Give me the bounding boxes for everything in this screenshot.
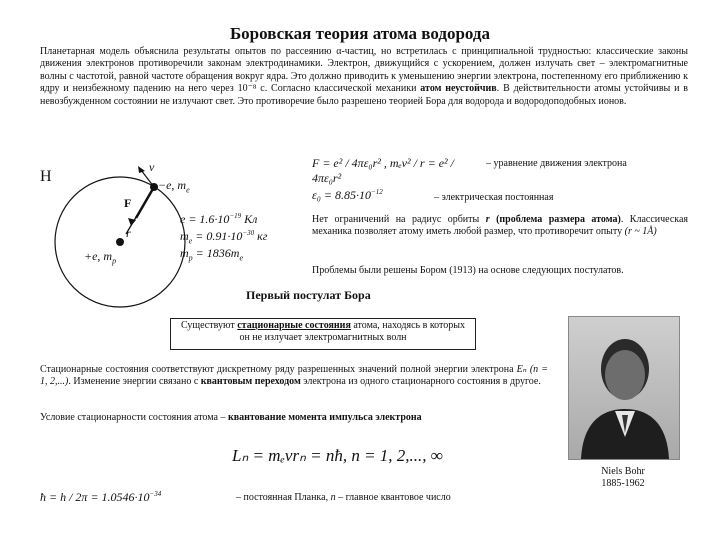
planck-note: – постоянная Планка, n – главное квантовое число <box>236 492 451 503</box>
force-arrow <box>136 187 154 218</box>
page-title: Боровская теория атома водорода <box>229 24 491 43</box>
portrait-years: 1885-1962 <box>601 478 645 489</box>
postulate-box: Существуют стационарные состояния атома, находясь в которых он не излучает электромагнитных волн <box>170 318 476 350</box>
intro-text-2: . Согласно классической механики <box>264 83 417 95</box>
postulate-heading: Первый постулат Бора <box>246 288 371 302</box>
label-f: F <box>124 196 132 210</box>
motion-note: – уравнение движения электрона <box>486 158 627 169</box>
const-me: $m_e = 0.91\cdot 10^{-30}$ кг <box>180 229 268 246</box>
stationary-paragraph: Стационарные состояния соответствуют дискретному ряду разрешенных значений полной энергии электрона Eₙ (n = 1, 2,...). Изменение энергии связано с квантовым переходом электрона из одного стационарного состояния в другое. <box>40 364 548 388</box>
velocity-arrow-head <box>138 166 145 173</box>
eps-note: – электрическая постоянная <box>434 192 554 203</box>
quant-condition: Условие стационарности состояния атома – квантование момента импульса электрона <box>40 412 422 423</box>
const-e: $e = 1.6\cdot 10^{-19}$ Кл <box>180 212 258 226</box>
portrait-silhouette <box>569 317 679 459</box>
motion-equation: F = e² / 4πε₀r² , mₑv² / r = e² / 4πε₀r² <box>312 156 454 185</box>
label-nucleus: +e, $m_p$ <box>84 249 117 266</box>
label-v: v <box>149 160 155 174</box>
intro-text-1: Планетарная модель объяснила результаты опытов по рассеянию α-частиц, но встретилась с принципиальной трудностью: классические законы движения электронов противоречили законам электродинамики. Электрон, движущийся с ускорением, должен излучать свет – электромагнитные волны с частотой, равной частоте обращения вокруг ядра. Это должно приводить к уменьшению энергии электрона, постепенному его приближению к ядру и неизбежному падению на него через <box>40 46 688 95</box>
portrait-name: Niels Bohr <box>601 466 645 477</box>
const-mp: $m_p = 1836m_e$ <box>180 246 243 263</box>
bohr-solution: Проблемы были решены Бором (1913) на основе следующих постулатов. <box>312 265 624 276</box>
planck-formula: ħ = $h / 2\pi = 1.0546\cdot 10^{-34}$ <box>40 490 162 504</box>
intro-text-3: . В действительности атомы устойчивы и в невозбужденном состоянии не излучают свет. Это противоречие было разрешено теорией Бора для водорода и водородоподобных ионов. <box>40 83 689 107</box>
intro-paragraph <box>40 46 688 108</box>
label-h: H <box>40 168 52 185</box>
eps-formula: $\varepsilon_0 = 8.85\cdot 10^{-12}$ <box>312 188 383 202</box>
quant-formula: Lₙ = mₑvrₙ = nħ, n = 1, 2,..., ∞ <box>232 446 443 465</box>
label-electron: −e, $m_e$ <box>158 178 190 195</box>
unstable-text: атом неустойчив <box>420 83 497 95</box>
radius-note: Нет ограничений на радиус орбиты r (проблема размера атома). Классическая механика позволяет атому иметь любой размер, что противоречит опыту (r ~ 1Å) <box>312 214 689 238</box>
fall-time: 10⁻⁸ с <box>237 83 265 95</box>
nucleus-dot <box>116 238 124 246</box>
label-r: r <box>126 226 131 240</box>
bohr-portrait <box>568 316 680 460</box>
